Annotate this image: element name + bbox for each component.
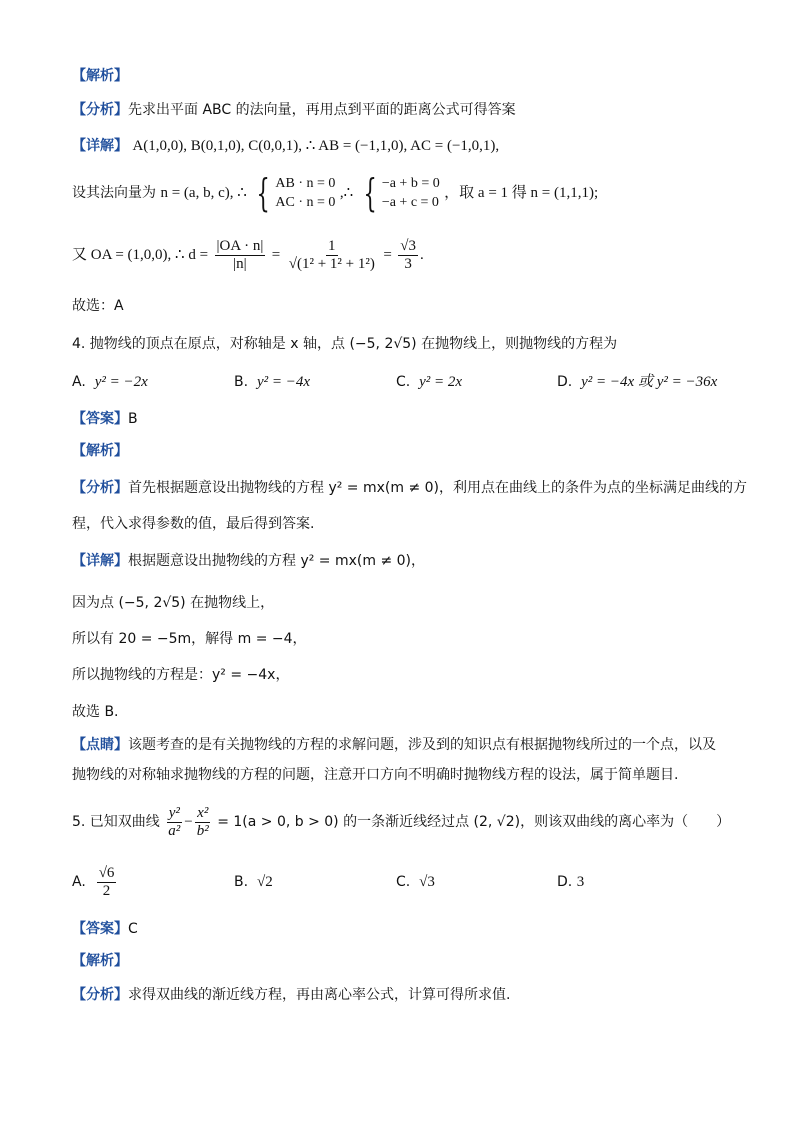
q4-detail-line4: 所以抛物线的方程是：y² = −4x， [72,667,290,683]
q3-sys1-row1: AB · n = 0 [275,176,336,191]
q3-distance-frac2 [287,238,377,273]
q4-comment-line2: 抛物线的对称轴求抛物线的方程的问题，注意开口方向不明确时抛物线方程的设法，属于简单题目. [72,767,679,783]
q3-system-vectors [275,174,335,212]
q3-sys1-row2: AC · n = 0 [275,195,336,210]
q5-analysis: 【分析】求得双曲线的渐近线方程，再由离心率公式，计算可得所求值. [72,987,511,1003]
q5-answer-value: C [128,921,138,937]
q5-option-c: C. √3 [396,874,435,890]
q4-answer-line: 故选 B. [72,704,119,720]
daan-tag: 【答案】 [72,411,128,427]
q3-detail-line1 [72,136,499,156]
q4-detail-line2: 因为点 (−5, 2√5) 在抛物线上， [72,595,275,611]
q4-comment-line1: 【点睛】该题考查的是有关抛物线的方程的求解问题，涉及到的知识点有根据抛物线所过的一个点，以及 [72,737,716,753]
q4-answer-value: B [128,411,138,427]
q3-detail-line2 [72,172,598,214]
q5-stem: 5. 已知双曲线 $\frac{\text{y²}}{\text{a²}}$ − $\frac{\text{x²}}{\text{b²}}$ = 1(a > 0, b > 0) 的一条渐近线经过点 (2, √2)，则该双曲线的离心率为（ ） [72,804,731,839]
q4-stem: 4. 抛物线的顶点在原点，对称轴是 x 轴，点 (−5, 2√5) 在抛物线上，则抛物线的方程为 [72,336,618,352]
jiexi-tag: 【解析】 [72,68,128,84]
frac1-denominator: |n| [233,255,247,272]
q4-analysis-line2: 程，代入求得参数的值，最后得到答案. [72,516,315,532]
q3-distance-frac1 [215,238,266,273]
q3-analysis-text: 先求出平面 ABC 的法向量，再用点到平面的距离公式可得答案 [128,102,516,118]
equals-sign: = [271,247,281,263]
left-brace-icon: { [256,171,270,215]
q4-option-d: D. y² = −4x 或 y² = −36x [557,374,718,390]
q4-detail-line1: 【详解】根据题意设出抛物线的方程 y² = mx(m ≠ 0)， [72,553,426,569]
q5-stem-suffix: = 1(a > 0, b > 0) 的一条渐近线经过点 (2, √2)，则该双曲线的离心率为（ ） [217,814,731,830]
q4-analysis-line1: 【分析】首先根据题意设出抛物线的方程 y² = mx(m ≠ 0)，利用点在曲线上的条件为点的坐标满足曲线的方 [72,480,747,496]
q4-option-c: C. y² = 2x [396,374,463,390]
q3-answer-line: 故选：A [72,298,124,314]
q4-option-b: B. y² = −4x [234,374,311,390]
frac1-numerator: |OA · n| [216,237,264,254]
left-brace-icon-2: { [363,171,377,215]
dianjing-tag: 【点睛】 [72,737,128,753]
frac2-numerator: 1 [328,237,336,254]
q3-distance-frac3 [398,238,418,273]
q5-frac-y: $\frac{\text{y²}}{\text{a²}}$ [168,804,181,839]
q3-system-equations [382,174,440,212]
q4-answer [72,409,138,429]
q3-sys2-row1: −a + b = 0 [381,176,440,191]
q3-detail-line3: 又 OA = (1,0,0), ∴ d = $\frac{|OA \cdot n|}{|n|}$ = $\frac{1}{\text{√(1² + 1² + 1²)}}$ = $\frac{√3}{3}$ . [72,237,424,272]
q4-option-a: A. y² = −2x [72,374,148,390]
q5-frac-x: $\frac{\text{x²}}{\text{b²}}$ [196,804,209,839]
q3-normal-prefix: 设其法向量为 [72,185,156,201]
q3-normal-result: ，取 a = 1 得 n = (1,1,1); [444,185,599,201]
frac3-numerator: √3 [400,237,416,254]
xiangjie-tag: 【详解】 [72,138,128,154]
q3-normal-def: n = (a, b, c), ∴ [160,185,247,201]
q4-jiexi-heading: 【解析】 [72,443,128,459]
frac2-denominator: √(1² + 1² + 1²) [288,255,375,272]
q3-jiexi-heading [72,66,128,86]
frac3-denominator: 3 [404,255,412,272]
fenxi-tag: 【分析】 [72,102,128,118]
equals-sign-2: = [383,247,392,263]
therefore-icon: ,∴ [339,185,354,201]
q4-detail-line3: 所以有 20 = −5m，解得 m = −4， [72,631,307,647]
q3-distance-prefix: 又 OA = (1,0,0), ∴ d = [72,247,209,263]
q3-sys2-row2: −a + c = 0 [381,195,439,210]
q3-detail-points: A(1,0,0), B(0,1,0), C(0,0,1), ∴ AB = (−1,1,0), AC = (−1,0,1), [132,138,500,154]
q3-analysis [72,100,516,120]
q5-jiexi-heading: 【解析】 [72,953,128,969]
q5-stem-prefix: 5. 已知双曲线 [72,814,160,830]
q5-answer: 【答案】C [72,921,138,937]
q5-option-a: A. $\frac{√6}{2}$ [72,864,115,899]
q5-option-b: B. √2 [234,874,273,890]
q5-option-d: D. 3 [557,874,585,890]
